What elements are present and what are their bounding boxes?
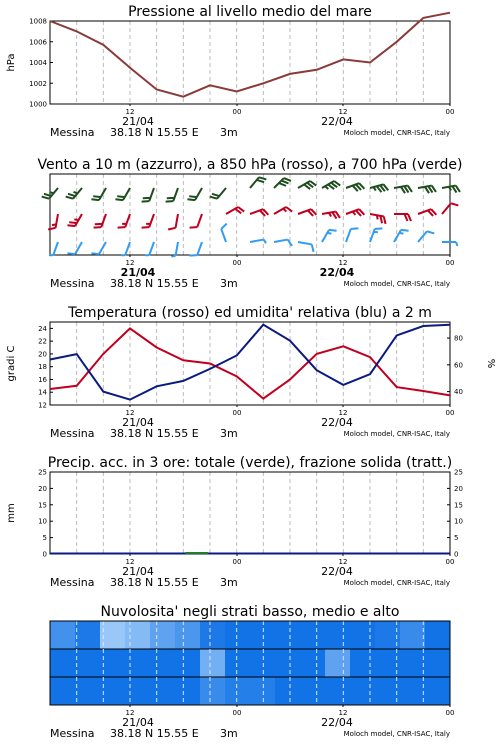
- cloud-cell: [425, 649, 451, 678]
- y-tick-label: 22: [38, 337, 47, 346]
- panel-title: Nuvolosita' negli strati basso, medio e alto: [100, 604, 400, 620]
- x-tick-label: 00: [232, 558, 242, 566]
- y-tick-label: 1008: [29, 17, 47, 26]
- cloud-cell: [275, 649, 301, 678]
- y-axis-label-right: %: [485, 358, 496, 369]
- wind-barb: [346, 226, 358, 244]
- date-label: 21/04: [122, 716, 154, 729]
- cloud-cell: [175, 677, 201, 706]
- wind-barb: [442, 185, 460, 195]
- x-tick-label: 12: [338, 108, 348, 116]
- barb-shaft: [250, 177, 259, 188]
- footer-coords: 38.18 N 15.55 E: [110, 277, 199, 290]
- y-tick-label-right: 25: [454, 468, 463, 477]
- cloud-cell: [300, 677, 326, 706]
- plot-frame: [50, 21, 450, 104]
- footer-location: Messina: [50, 126, 95, 139]
- wind-barb: [220, 224, 232, 242]
- date-label: 21/04: [122, 565, 154, 578]
- cloud-cell: [275, 621, 301, 650]
- barb-shaft: [346, 229, 351, 242]
- cloud-cell: [125, 677, 151, 706]
- footer-model: Moloch model, CNR-ISAC, Italy: [343, 730, 450, 738]
- x-tick-label: 12: [125, 108, 135, 116]
- barb-half-flag: [121, 254, 125, 257]
- wind-barb: [142, 186, 154, 204]
- cloud-cell: [300, 621, 326, 650]
- panel-title: Pressione al livello medio del mare: [128, 4, 372, 20]
- wind-barb: [226, 206, 244, 221]
- barb-shaft: [53, 242, 58, 255]
- cloud-cell: [350, 621, 376, 650]
- y-tick-label: 24: [38, 324, 47, 333]
- wind-barb: [67, 211, 82, 229]
- cloud-cell: [225, 621, 251, 650]
- panel-title: Temperatura (rosso) ed umidita' relativa (blu) a 2 m: [68, 305, 432, 321]
- date-label: 21/04: [122, 416, 154, 429]
- wind-barb: [322, 180, 340, 195]
- x-tick-label: 12: [338, 409, 348, 417]
- wind-barb: [91, 185, 106, 203]
- date-label: 22/04: [319, 266, 355, 279]
- footer-location: Messina: [50, 727, 95, 740]
- footer-model: Moloch model, CNR-ISAC, Italy: [343, 129, 450, 137]
- footer-location: Messina: [50, 576, 95, 589]
- cloud-cell: [350, 677, 376, 706]
- wind-barb: [187, 185, 202, 203]
- x-tick-label: 00: [445, 108, 455, 116]
- y-tick-label-right: 20: [454, 484, 463, 493]
- wind-barb: [297, 242, 315, 252]
- barb-flag: [118, 225, 126, 230]
- y-tick-label-right: 10: [454, 517, 463, 526]
- y-tick-label: 1006: [29, 38, 47, 47]
- barb-shaft: [322, 230, 329, 242]
- barb-flag: [67, 251, 75, 257]
- barb-shaft: [123, 188, 130, 200]
- wind-barb: [121, 241, 130, 257]
- y-tick-label: 5: [42, 534, 47, 543]
- barb-shaft: [176, 242, 178, 256]
- y-tick-label: 20: [38, 350, 47, 359]
- barb-shaft: [197, 214, 202, 227]
- footer-model: Moloch model, CNR-ISAC, Italy: [343, 430, 450, 438]
- y-tick-label: 18: [38, 363, 47, 372]
- barb-flag: [405, 214, 408, 221]
- y-axis-label: mm: [6, 503, 17, 523]
- cloud-cell: [200, 649, 226, 678]
- barb-shaft: [197, 242, 202, 255]
- barb-shaft: [56, 214, 58, 228]
- x-tick-label: 00: [445, 409, 455, 417]
- footer-coords: 38.18 N 15.55 E: [110, 427, 199, 440]
- cloud-cell: [225, 649, 251, 678]
- cloud-cell: [250, 649, 276, 678]
- cloud-cell: [225, 677, 251, 706]
- y-tick-label: 14: [38, 388, 47, 397]
- cloud-cell: [200, 621, 226, 650]
- x-tick-label: 00: [232, 409, 242, 417]
- cloud-cell: [50, 677, 76, 706]
- cloud-cell: [325, 649, 351, 678]
- y-tick-label-right: 80: [454, 334, 463, 343]
- plot-frame: [50, 472, 450, 554]
- cloud-cell: [325, 621, 351, 650]
- wind-barb: [346, 208, 364, 220]
- cloud-cell: [300, 649, 326, 678]
- wind-barb: [274, 206, 292, 221]
- plot-frame: [50, 174, 450, 255]
- footer-elevation: 3m: [220, 727, 238, 740]
- footer-coords: 38.18 N 15.55 E: [110, 576, 199, 589]
- wind-barb: [118, 212, 130, 230]
- barb-flag: [166, 199, 174, 204]
- x-tick-label: 12: [338, 709, 348, 717]
- x-tick-label: 12: [125, 259, 135, 267]
- y-tick-label: 20: [38, 484, 47, 493]
- y-tick-label-right: 15: [454, 501, 463, 510]
- barb-half-flag: [146, 222, 150, 225]
- barb-flag: [142, 199, 150, 204]
- wind-barb: [418, 185, 436, 195]
- barb-shaft: [149, 242, 154, 255]
- x-tick-label: 00: [445, 709, 455, 717]
- x-tick-label: 12: [125, 409, 135, 417]
- wind-barb: [67, 239, 82, 257]
- footer-model: Moloch model, CNR-ISAC, Italy: [343, 579, 450, 587]
- y-tick-label: 1004: [29, 59, 47, 67]
- date-label: 22/04: [321, 416, 353, 429]
- barb-shaft: [370, 229, 375, 242]
- y-axis-label: gradi C: [6, 345, 17, 382]
- cloud-cell: [400, 621, 426, 650]
- cloud-cell: [150, 649, 176, 678]
- barb-shaft: [99, 242, 106, 254]
- x-tick-label: 00: [232, 259, 242, 267]
- x-tick-label: 00: [232, 108, 242, 116]
- wind-barb: [145, 241, 154, 257]
- barb-flag: [451, 201, 458, 208]
- y-tick-label: 25: [38, 468, 47, 477]
- barb-flag: [311, 244, 315, 251]
- footer-coords: 38.18 N 15.55 E: [110, 727, 199, 740]
- barb-half-flag: [399, 232, 403, 235]
- x-tick-label: 12: [338, 259, 348, 267]
- cloud-cell: [75, 649, 101, 678]
- y-tick-label: 12: [38, 401, 47, 410]
- cloud-cell: [275, 677, 301, 706]
- cloud-cell: [125, 621, 151, 650]
- x-tick-label: 12: [125, 558, 135, 566]
- barb-shaft: [75, 242, 82, 254]
- wind-barb: [210, 184, 226, 202]
- wind-barb: [370, 226, 382, 244]
- wind-barb: [370, 184, 388, 195]
- wind-barb: [298, 208, 316, 220]
- y-tick-label: 1002: [29, 79, 47, 88]
- precip-bar: [185, 552, 208, 554]
- wind-barb: [166, 186, 178, 204]
- barb-flag: [408, 214, 411, 221]
- cloud-cell: [200, 677, 226, 706]
- wind-barb: [66, 184, 82, 202]
- wind-barb: [322, 211, 340, 221]
- footer-model: Moloch model, CNR-ISAC, Italy: [343, 280, 450, 288]
- wind-barb: [190, 212, 202, 230]
- barb-half-flag: [327, 232, 331, 235]
- y-tick-label-right: 40: [454, 388, 463, 397]
- barb-shaft: [298, 242, 312, 244]
- barb-shaft: [99, 188, 106, 200]
- barb-shaft: [125, 214, 130, 227]
- y-tick-label-right: 0: [454, 550, 459, 559]
- barb-shaft: [125, 242, 130, 255]
- panel-title: Precip. acc. in 3 ore: totale (verde), frazione solida (tratt.): [47, 455, 453, 471]
- wind-barb: [274, 176, 291, 193]
- wind-barb: [250, 208, 268, 220]
- barb-flag: [91, 251, 99, 257]
- barb-shaft: [149, 214, 154, 227]
- wind-barb: [418, 208, 436, 220]
- wind-barb: [346, 182, 364, 194]
- wind-barb: [168, 213, 178, 231]
- date-label: 22/04: [321, 716, 353, 729]
- x-tick-label: 00: [445, 558, 455, 566]
- wind-barb: [322, 227, 337, 245]
- date-label: 22/04: [321, 565, 353, 578]
- cloud-cell: [400, 649, 426, 678]
- cloud-cell: [400, 677, 426, 706]
- barb-shaft: [250, 240, 264, 242]
- cloud-cell: [175, 621, 201, 650]
- barb-flag: [220, 224, 228, 229]
- date-label: 22/04: [321, 115, 353, 128]
- cloud-cell: [75, 677, 101, 706]
- wind-barb: [274, 239, 292, 249]
- barb-flag: [48, 227, 55, 231]
- y-axis-label: hPa: [6, 53, 17, 72]
- y-tick-label: 10: [38, 517, 47, 526]
- cloud-cell: [50, 649, 76, 678]
- barb-flag: [94, 225, 102, 230]
- barb-flag: [190, 253, 198, 258]
- barb-shaft: [176, 214, 178, 228]
- barb-half-flag: [456, 242, 458, 246]
- cloud-cell: [175, 649, 201, 678]
- barb-flag: [142, 225, 150, 230]
- wind-barb: [250, 175, 266, 193]
- cloud-cell: [350, 649, 376, 678]
- cloud-cell: [425, 621, 451, 650]
- wind-barb: [298, 180, 316, 195]
- barb-shaft: [418, 231, 427, 242]
- footer-location: Messina: [50, 277, 95, 290]
- barb-flag: [427, 229, 434, 236]
- footer-location: Messina: [50, 427, 95, 440]
- cloud-cell: [150, 677, 176, 706]
- cloud-cell: [325, 677, 351, 706]
- plot-frame: [50, 322, 450, 405]
- x-tick-label: 12: [125, 709, 135, 717]
- x-tick-label: 00: [232, 709, 242, 717]
- cloud-cell: [150, 621, 176, 650]
- cloud-cell: [250, 621, 276, 650]
- wind-barb: [142, 212, 154, 230]
- barb-flag: [168, 227, 175, 231]
- barb-half-flag: [374, 231, 378, 234]
- footer-elevation: 3m: [220, 126, 238, 139]
- x-tick-label: 00: [445, 259, 455, 267]
- y-tick-label: 15: [38, 501, 47, 510]
- cloud-cell: [75, 621, 101, 650]
- date-label: 21/04: [120, 266, 156, 279]
- barb-flag: [190, 225, 198, 230]
- date-label: 21/04: [122, 115, 154, 128]
- barb-shaft: [394, 230, 401, 242]
- footer-coords: 38.18 N 15.55 E: [110, 126, 199, 139]
- barb-flag: [375, 226, 383, 231]
- barb-half-flag: [122, 222, 126, 225]
- y-tick-label-right: 5: [454, 534, 459, 543]
- barb-shaft: [274, 240, 288, 242]
- barb-flag: [351, 226, 359, 231]
- y-tick-label: 16: [38, 375, 47, 384]
- barb-half-flag: [49, 254, 53, 257]
- barb-flag: [383, 216, 387, 223]
- cloud-cell: [425, 677, 451, 706]
- y-tick-label: 1000: [29, 100, 47, 109]
- wind-barb: [115, 185, 130, 203]
- cloud-cell: [125, 649, 151, 678]
- barb-shaft: [217, 188, 226, 199]
- barb-shaft: [221, 229, 226, 242]
- cloud-cell: [250, 677, 276, 706]
- wind-barb: [94, 212, 106, 230]
- barb-half-flag: [145, 254, 149, 257]
- footer-elevation: 3m: [220, 427, 238, 440]
- barb-flag: [286, 206, 292, 214]
- y-tick-label: 0: [42, 550, 47, 559]
- barb-shaft: [149, 188, 154, 201]
- barb-shaft: [195, 188, 202, 200]
- footer-elevation: 3m: [220, 576, 238, 589]
- x-tick-label: 12: [338, 558, 348, 566]
- barb-shaft: [173, 188, 178, 201]
- footer-elevation: 3m: [220, 277, 238, 290]
- wind-barb: [418, 229, 434, 247]
- cloud-cell: [50, 621, 76, 650]
- barb-half-flag: [264, 239, 266, 243]
- wind-barb: [369, 214, 387, 224]
- series-line: [50, 13, 450, 97]
- y-tick-label-right: 60: [454, 361, 463, 370]
- panel-title: Vento a 10 m (azzurro), a 850 hPa (rosso), a 700 hPa (verde): [37, 157, 463, 173]
